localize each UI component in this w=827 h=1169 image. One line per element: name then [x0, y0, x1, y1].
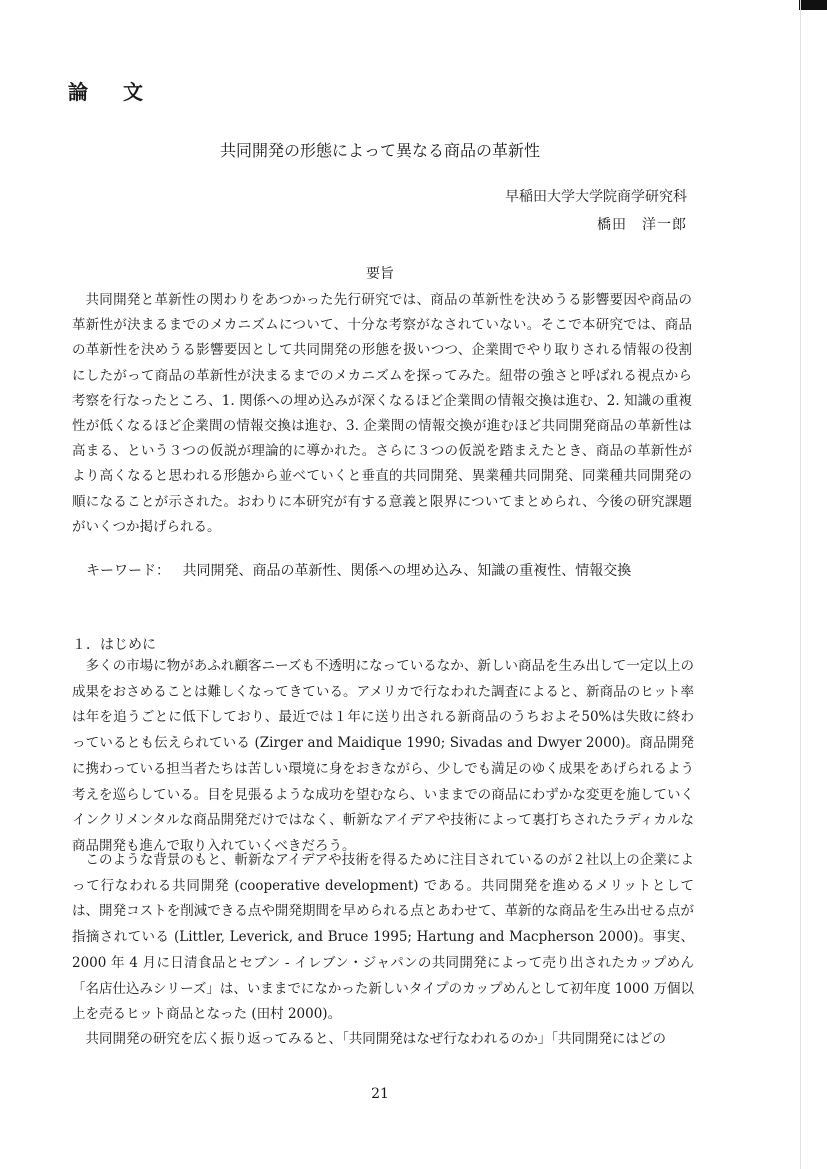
- body-paragraph: 多くの市場に物があふれ顧客ニーズも不透明になっているなか、新しい商品を生み出して一定以上の成果をおさめることは難しくなってきている。アメリカで行なわれた調査によると、新商品のヒット率は年を追うごとに低下しており、最近では１年に送り出される新商品のうちおよそ50%は失敗に終わっているとも伝えられている (Zirger and Maidique 1990; Sivadas and Dwyer 2000)。商品開発に携わっている担当者たちは苦しい環境に身をおきながら、少しでも満足のゆく成果をあげられるよう考えを巡らしている。目を見張るような成功を望むなら、いままでの商品にわずかな変更を施していくインクリメンタルな商品開発だけではなく、斬新なアイデアや技術によって裏打ちされたラディカルな商品開発も進んで取り入れていくべきだろう。: [72, 658, 694, 854]
- keywords-label: キーワード：: [86, 563, 170, 579]
- keywords-items: 共同開発、商品の革新性、関係への埋め込み、知識の重複性、情報交換: [182, 563, 632, 579]
- abstract-heading: 要旨: [366, 266, 394, 282]
- section-heading: １．はじめに: [72, 637, 156, 653]
- section-label: 論 文: [68, 80, 157, 104]
- body-paragraph: このような背景のもと、斬新なアイデアや技術を得るために注目されているのが２社以上の企業によって行なわれる共同開発 (cooperative development) である。共同開発を進めるメリットとしては、開発コストを削減できる点や開発期間を早められる点とあわせて、革新的な商品を生み出せる点が指摘されている (Littler, Leverick, and Bruce 1995; Hartung and Macpherson 2000)。事実、2000 年 4 月に日清食品とセブン - イレブン・ジャパンの共同開発によって売り出されたカップめん「名店仕込みシリーズ」は、いままでになかった新しいタイプのカップめんとして初年度 1000 万個以上を売るヒット商品となった (田村 2000)。: [72, 852, 694, 1023]
- scan-edge-line: [800, 0, 801, 1169]
- page-number: 21: [371, 1086, 389, 1102]
- scan-corner-mark: [799, 0, 827, 10]
- author-name: 橋田 洋一郎: [597, 217, 687, 233]
- body-paragraph: 共同開発の研究を広く振り返ってみると、「共同開発はなぜ行なわれるのか」「共同開発にはどの: [85, 1031, 666, 1047]
- paper-title: 共同開発の形態によって異なる商品の革新性: [219, 141, 540, 160]
- author-affiliation: 早稲田大学大学院商学研究科: [505, 189, 687, 205]
- keywords-line: [86, 560, 631, 580]
- abstract-text: 共同開発と革新性の関わりをあつかった先行研究では、商品の革新性を決めうる影響要因や商品の革新性が決まるまでのメカニズムについて、十分な考察がなされていない。そこで本研究では、商品の革新性を決めうる影響要因として共同開発の形態を扱いつつ、企業間でやり取りされる情報の役割にしたがって商品の革新性が決まるまでのメカニズムを探ってみた。紐帯の強さと呼ばれる視点から考察を行なったところ、1. 関係への埋め込みが深くなるほど企業間の情報交換は進む、2. 知識の重複性が低くなるほど企業間の情報交換は進む、3. 企業間の情報交換が進むほど共同開発商品の革新性は高まる、という３つの仮説が理論的に導かれた。さらに３つの仮説を踏まえたとき、商品の革新性がより高くなると思われる形態から並べていくと垂直的共同開発、異業種共同開発、同業種共同開発の順になることが示された。おわりに本研究が有する意義と限界についてまとめられ、今後の研究課題がいくつか掲げられる。: [72, 292, 692, 535]
